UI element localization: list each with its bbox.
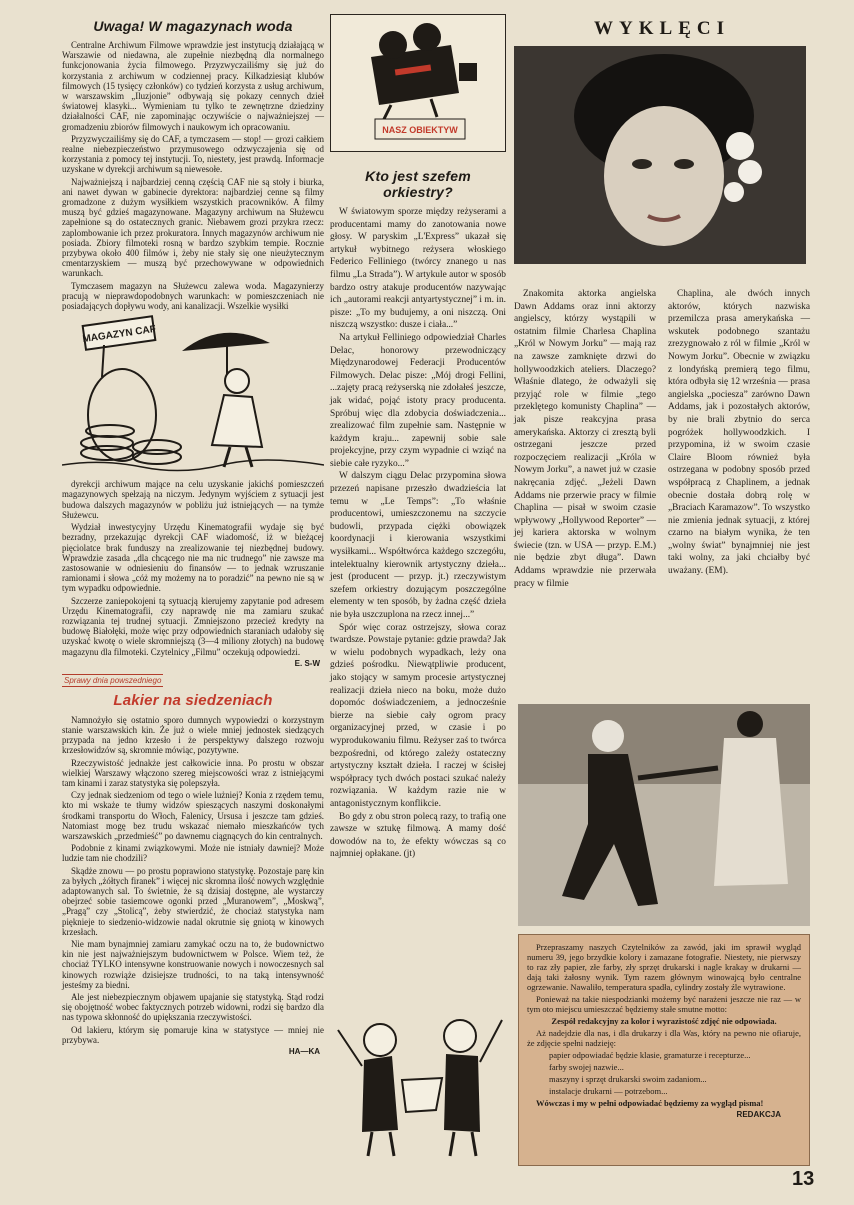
article-title-cursed: WYKLĘCI: [594, 18, 730, 39]
warehouse-sign: MAGAZYN CAF: [81, 324, 157, 346]
paragraph: Tymczasem magazyn na Służewcu zalewa woda. Magazynierzy pracują w nieprawdopodobnych warunkach: w pomieszczeniach nie posiadających dopływu wody, ani kanalizacji. Wszelkie wysiłki: [62, 280, 324, 312]
paragraph: Namnożyło się ostatnio sporo dumnych wypowiedzi o korzystnym stanie warszawskich kin. Że już o wiele mniej jednostek siedzących przypada na jedno krzesło i że perspektywy dalszego rozwoju krzesłowidzów są, skromnie mówiąc, pozytywne.: [62, 714, 324, 756]
list-item: maszyny i sprzęt drukarski swoim zadaniom...: [549, 1074, 707, 1084]
cartoon-drawing: [332, 1000, 508, 1160]
paragraph: Rzeczywistość jednakże jest całkowicie inna. Po prostu w obszar wielkiej Warszawy włączono szereg miejscowości wraz z istniejącymi tam kinami i zaraz statystyka się polepszyła.: [62, 757, 324, 788]
paragraph: Najważniejszą i najbardziej cenną częścią CAF nie są stoły i biurka, ani nawet dywan w gabinecie dyrektora: najbardziej cenne są filmy gromadzone z dużym wysiłkiem wszystkich pracowników. A filmy muszą być gdzieś magazynowane. Magazyny archiwum na Służewcu zapełnione są do ostatecznych granic. Niebawem grozi przykra rzecz: zaplombowanie ich przez prokuratora. Innych magazynów archiwum nie posiada. Zbiory filmoteki rosną w bardzo szybkim tempie. Rocznie przybywa około 400 filmów i, żeby nie stały się one nieużytecznym cmentarzyskiem — muszą być przechowywane w odpowiednich warunkach.: [62, 176, 324, 279]
list-item: papier odpowiadać będzie klasie, gramaturze i recepturze...: [549, 1050, 751, 1060]
section-logo-text: NASZ OBIEKTYW: [382, 125, 458, 135]
article-title-archive: Uwaga! W magazynach woda: [93, 18, 293, 34]
left-column: [62, 14, 324, 1058]
paragraph: Bo gdy z obu stron polecą razy, to trafią one zawsze w sztukę filmową. A mamy dość dowodów na to, że efekty wówczas są co najmniej opłakane. (jt): [330, 811, 506, 860]
article-title-orchestra: Kto jest szefem orkiestry?: [365, 168, 471, 200]
paragraph: Aż nadejdzie dla nas, i dla drukarzy i dla Was, który na pewno nie ofiaruje, że zdjęcie spełni nadzieję:: [527, 1028, 801, 1048]
cartoon-flooded-warehouse: [62, 315, 324, 475]
motto: Zespół redakcyjny za kolor i wyrazistość zdjęć nie odpowiada.: [551, 1016, 777, 1026]
closing-line: Wówczas i my w pełni odpowiadać będziemy za wygląd pisma!: [536, 1098, 764, 1108]
paragraph: Znakomita aktorka angielska Dawn Addams oraz inni aktorzy angielscy, którzy wystąpili w ostatnim filmie Charlesa Chaplina „Król w Nowym Jorku” — mają raz na zawsze zamknięte drzwi do hollywoodzkich ateliers. Dlaczego? Właśnie dlatego, że odważyli się przyjąć role w filmie „tego przeklętego komunisty Chaplina” — jak pisze reakcyjna prasa amerykańska. Aktorzy ci zresztą byli ostrzegani jeszcze przed rozpoczęciem realizacji „Króla w Nowym Jorku”, a nawet już w czasie nakręcania zdjęć. „Jeżeli Dawn Addams nie przerwie pracy w filmie Chaplina — pisał w swoim czasie wpływowy „Hollywood Reporter” — jej kariera aktorska w wolnym świecie (tzn. w USA — przyp. E.M.) nie będzie zbyt długa”. Dawn Addams wprawdzie nie przerwała pracy w filmie: [514, 289, 656, 589]
paragraph: Podobnie z kinami związkowymi. Może nie istniały dawniej? Może ludzie tam nie chodzili?: [62, 843, 324, 864]
paragraph: Szczerze zaniepokojeni tą sytuacją kierujemy zapytanie pod adresem Urzędu Kinematografii, czy naprawdę nie ma zamiaru szukać rozwiązania tej trudnej sytuacji. Zmniejszono przecież kredyty na budowę Białołęki, może więc przy odpowiednich staraniach udałoby się uzyskać kwotę o wiele skromniejszą (3—4 miliony złotych) na budowę magazynu dla filmoteki. Czytelnicy „Filmu” oczekują odpowiedzi.: [62, 595, 324, 657]
camera-cartoon-icon: [331, 15, 503, 147]
page-number: 13: [792, 1168, 815, 1190]
middle-column: [330, 14, 506, 861]
paragraph: Czy jednak siedzeniom od tego o wiele lużniej? Konia z rzędem temu, kto mi wskaże te tłumy widzów spieszących naszymi doskonałymi środkami transportu do Włoch, Falenicy, Ursusa i jeszcze tam gdzieś. Natomiast mogę bez trudu wskazać niemało mieszkańców tych warszawskich „przedmieść” po dawnemu ciągnących do kin centralnych.: [62, 790, 324, 841]
section-kicker: Sprawy dnia powszedniego: [64, 675, 162, 685]
paragraph: Spór więc coraz ostrzejszy, słowa coraz twardsze. Powstaje pytanie: gdzie prawda? Jak w wielu podobnych wypadkach, leży ona gdzieś pośrodku. Niewątpliwie producent, jako stojący w samym procesie artystycznej realizacji dzieła nieco na boku, może dużo dopomóc doświadczeniem, a jednocześnie bierze na siebie cały ogrom pracy organizacyjnej przed, w czasie i po wyprodukowaniu filmu. Reżyser zaś to twórca bezpośredni, od którego zależy ostateczny artystyczny kształt dzieła. I raczej w ścisłej współpracy tych dwóch postaci szukać należy rozwiązania. W każdym razie nie w antagonistycznym konflikcie.: [330, 622, 506, 809]
paragraph: Przyzwyczailiśmy się do CAF, a tymczasem — stop! — grozi całkiem realne niebezpieczeństwo przymusowego odzwyczajenia się od korzystania z pomocy tej instytucji. To, niestety, jest prawdą. Informacje uzyskane w dyrekcji archiwum są niewesołe.: [62, 133, 324, 175]
paragraph: Od lakieru, którym się pomaruje kina w statystyce — mniej nie przybywa.: [62, 1024, 324, 1045]
editorial-signature: REDAKCJA: [736, 1110, 781, 1119]
portrait-photo: [514, 46, 806, 264]
paragraph: Ale jest niebezpiecznym objawem upajanie się statystyką. Stąd rodzi się obojętność wobec faktycznych potrzeb widowni, rodzi się bardzo dla nas typowa skłonność do upiększania rzeczywistości.: [62, 992, 324, 1023]
nasz-obiektyw-logo-box: [330, 14, 506, 152]
article-cursed-body: [514, 288, 810, 590]
author-signature: HA—KA: [288, 1047, 320, 1057]
paragraph: dyrekcji archiwum mające na celu uzyskanie jakichś pomieszczeń magazynowych spełzają na niczym. Jedynym wyjściem z sytuacji jest budowa dalszych magazynów w pobliżu już istniejących — na tymże Służewcu.: [62, 479, 324, 520]
paragraph: Wydział inwestycyjny Urzędu Kinematografii wydaje się być bezradny, przekazując dyrekcji CAF wiadomość, iż w bieżącej pięciolatce brak funduszy na zrealizowanie tej niezbędnej budowy. Wprawdzie zasada „dla chcącego nie ma nic trudnego” nie zawsze ma zastosowanie w odniesieniu do finansów — to jednak wzruszanie ramionami i słowa „cóż my możemy na to poradzić” na pewno nie są w tym wypadku odpowiednie.: [62, 522, 324, 594]
cartoon-conductors: [332, 1000, 508, 1160]
list-item: farby swojej nazwie...: [549, 1062, 624, 1072]
paragraph: Chaplina, ale dwóch innych aktorów, których nazwiska przemilcza prasa amerykańska — wskutek podobnego szantażu zrezygnowało z ról w filmie „Król w Nowym Jorku”. Obecnie w związku z londyńską premierą tego filmu, która odbyła się 12 września — prasa angielska „pociesza” zarówno Dawn Addams, jak i pozostałych aktorów, by nie brali zbytnio do serca pogróżek hollywoodzkich. I przypomina, iż w swoim czasie Claire Bloom również była ostrzegana w podobny sposób przed współpracą z Chaplinem, a jednak obecnie dostała dobrą rolę w „Braciach Karamazow”. To wszystko nie zmienia jednak sytuacji, z której czarno na białym wynika, że ten „wolny świat” bynajmniej nie jest taki wolny, za jaki chciałby być uważany. (EM).: [668, 289, 810, 577]
scene-photo: [518, 704, 810, 926]
paragraph: W światowym sporze między reżyserami a producentami mamy do zanotowania nowe głosy. W paryskim „L'Express” ukazał się artykuł wybitnego reżysera włoskiego Federico Felliniego (twórcy znanego u nas filmu „La Strada”). W artykule autor w sposób bardzo ostry atakuje producentów nazywając ich „autorami reakcji antyartystycznej” i m. in. pisze: „To my budujemy, a oni niszczą. Oni niszczą wszystko: dusze i ciała...”: [330, 207, 506, 331]
conditions-list: [527, 1050, 801, 1096]
author-signature: E. S-W: [294, 658, 320, 668]
cartoon-drawing: [62, 315, 324, 475]
photo-dawn-addams: [514, 46, 806, 264]
editorial-apology-box: [518, 934, 810, 1166]
paragraph: W dalszym ciągu Delac przypomina słowa przezeń napisane przeszło dwadzieścia lat temu w „Le Temps”: „To właśnie producentowi, umieszczonemu na szczycie budowli, przypada ciężki obowiązek koordynacji i kierowania wszystkimi wysiłkami... Współtwórca każdego szczegółu, intelektualny kierownik artystyczny dzieła... jest (producent — przyp. jt.) rzeczywistym szefem orkiestry dozującym poszczególne elementy w ten sposób, by żadna część dzieła nie była uszczuplona na rzecz innej...”: [330, 471, 506, 620]
paragraph: Ponieważ na takie niespodzianki możemy być narażeni jeszcze nie raz — w tym oto miejscu umieszczać będziemy stałe smutne motto:: [527, 994, 801, 1014]
paragraph: Skądże znowu — po prostu poprawiono statystykę. Pozostaje parę kin za byłych „żółtych firanek” i więcej nic skromna ilość nowych względnie adaptowanych sal. To świetnie, że są dzisiaj dostępne, ale wystarczy obejrzeć sobie tasiemcowe ogonki przed „Muranowem”, „Moskwą”, „Pragą” czy „Stolicą”, żeby stwierdzić, że chociaż statystyka nam pięknieje to siedzenio-widzowie nadal okrutnie się gniotą w kinowych krzesłach.: [62, 865, 324, 937]
list-item: instalacje drukarni — potrzebom...: [549, 1086, 668, 1096]
paragraph: Nie mam bynajmniej zamiaru zamykać oczu na to, że budownictwo kin nie jest najważniejszym budownictwem w Polsce. Wiem też, że chociaż TYLKO intensywne konstruowanie nowych i nowoczesnych sal kinowych rozwiąże dzisiejsze trudności, to na taką intensywność jesteśmy za biedni.: [62, 939, 324, 990]
right-column: [514, 14, 810, 590]
paragraph: Na artykuł Felliniego odpowiedział Charles Delac, honorowy przewodniczący Międzynarodowej Federacji Producentów Filmowych. Delac pisze: „Mój drogi Fellini, ...zajęty pracą reżyserską nie zdołałeś jeszcze, jak widać, pojąć istoty pracy producenta. Spróbuj więc dla zdobycia doświadczenia... zrealizować film zupełnie sam. Następnie w każdym kraju... zapewnij sobie sale projekcyjne, przy czym wypadnie ci wziąć na siebie całe ryzyko...”: [330, 332, 506, 469]
paragraph: Przepraszamy naszych Czytelników za zawód, jaki im sprawił wygląd numeru 39, jego brzydkie kolory i zamazane fotografie. Niestety, nie pierwszy to raz zły papier, złe farby, zły sprzęt drukarski i nagle krakay w drukarni — dają taki żałosny wynik. Tym razem głównym winowajcą było centralne ogrzewanie. Nawaliło, temperatura spadła, cylindry zostały źle wytrawione.: [527, 942, 801, 992]
photo-chaplin-scene: [518, 704, 810, 926]
paragraph: Centralne Archiwum Filmowe wprawdzie jest instytucją działającą w Warszawie od niedawna, ale zupełnie niezbędną dla normalnego funkcjonowania życia filmowego. Przyzwyczailiśmy się już do korzystania z archiwum w codziennej pracy. Kilkadziesiąt klubów filmowych (15 tysięcy członków) co tydzień korzysta z usług archiwum, w warszawskim „Iluzjonie” odbywają się pokazy cennych dzieł światowej klasyki... Wymieniam tu tylko te zewnętrzne dziedziny działalności CAF, nie zapominając oczywiście o najważniejszej — gromadzeniu zbiorów filmowych i naukowym ich opracowaniu.: [62, 40, 324, 132]
article-title-lacquer: Lakier na siedzeniach: [113, 691, 273, 709]
